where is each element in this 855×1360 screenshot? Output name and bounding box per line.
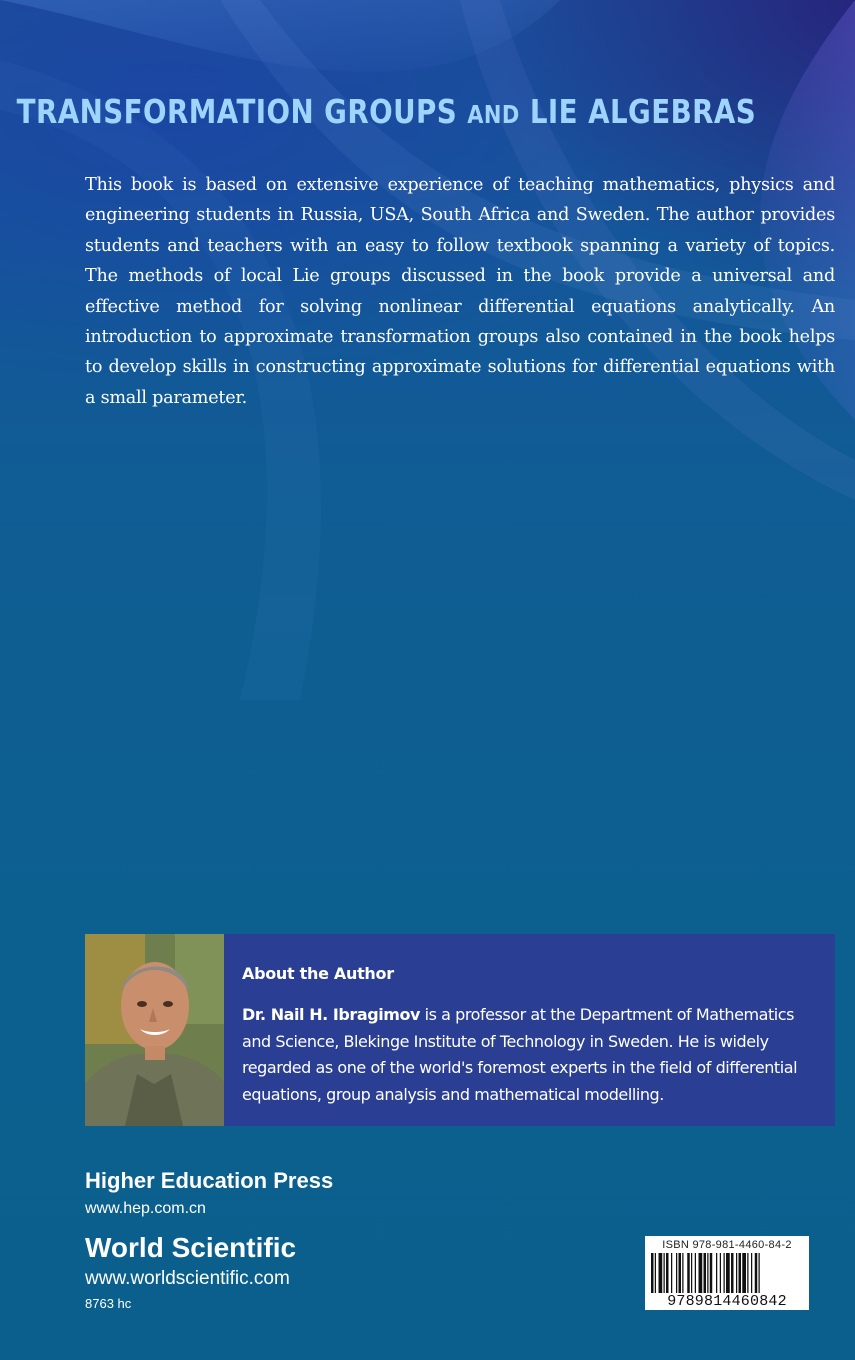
barcode-bar — [676, 1253, 677, 1293]
barcode-bar — [664, 1253, 665, 1293]
barcode-panel — [645, 1236, 809, 1310]
barcode-bar — [720, 1253, 721, 1293]
barcode-bar — [724, 1253, 725, 1293]
barcode-number: 9789814460842 — [667, 1293, 787, 1310]
barcode-bars — [651, 1253, 803, 1293]
publisher-secondary-name: World Scientific — [85, 1232, 297, 1263]
author-name: Dr. Nail H. Ibragimov — [242, 1005, 420, 1024]
about-author-panel — [85, 934, 835, 1126]
about-author-heading: About the Author — [242, 964, 394, 983]
barcode-bar — [671, 1253, 672, 1293]
barcode-bar — [699, 1253, 703, 1293]
barcode-bar — [695, 1253, 696, 1293]
barcode-bar — [751, 1253, 752, 1293]
barcode-bar — [747, 1253, 748, 1293]
publisher-primary-url: www.hep.com.cn — [85, 1200, 206, 1217]
barcode-bar — [687, 1253, 690, 1293]
title-part-2: LIE ALGEBRAS — [529, 92, 757, 131]
barcode-bar — [731, 1253, 734, 1293]
barcode-bar — [716, 1253, 717, 1293]
publisher-primary-name: Higher Education Press — [85, 1168, 334, 1193]
book-description: This book is based on extensive experience of teaching mathematics, physics and engineering students in Russia, USA, South Africa and Sweden. The author provides students and teachers with an easy to follow textbook spanning a variety of topics. The methods of local Lie groups discussed in the book provide a universal and effective method for solving nonlinear differential equations analytically. An introduction to approximate transformation groups also contained in the book helps to develop skills in constructing approximate solutions for differential equations with a small parameter. — [85, 175, 835, 408]
author-bio — [242, 1002, 814, 1108]
title-part-1: TRANSFORMATION GROUPS — [16, 92, 458, 131]
barcode-bar — [755, 1253, 758, 1293]
author-bio-text: is a professor at the Department of Mathematics and Science, Blekinge Institute of Technology in Sweden. He is widely regarded as one of the world's foremost experts in the field of differential equations, group analysis and mathematical modelling. — [242, 1005, 798, 1104]
barcode-bar — [659, 1253, 663, 1293]
barcode-bar — [704, 1253, 707, 1293]
barcode-bar — [666, 1253, 669, 1293]
barcode-bar — [707, 1253, 708, 1293]
barcode-bar — [759, 1253, 760, 1293]
barcode-bar — [739, 1253, 742, 1293]
author-portrait-image — [85, 934, 224, 1126]
barcode-bar — [726, 1253, 730, 1293]
publisher-secondary-url: www.worldscientific.com — [85, 1268, 290, 1289]
barcode-bar — [736, 1253, 737, 1293]
isbn-label: ISBN 978-981-4460-84-2 — [662, 1239, 792, 1251]
catalog-code: 8763 hc — [85, 1296, 132, 1311]
author-photo — [85, 934, 224, 1126]
barcode-bar — [679, 1253, 682, 1293]
barcode-bar — [742, 1253, 746, 1293]
barcode-bar — [655, 1253, 656, 1293]
barcode-bar — [710, 1253, 713, 1293]
barcode-bar — [682, 1253, 683, 1293]
book-title — [0, 92, 773, 131]
barcode-bar — [691, 1253, 692, 1293]
barcode-bar — [651, 1253, 654, 1293]
title-connector: AND — [467, 100, 520, 129]
